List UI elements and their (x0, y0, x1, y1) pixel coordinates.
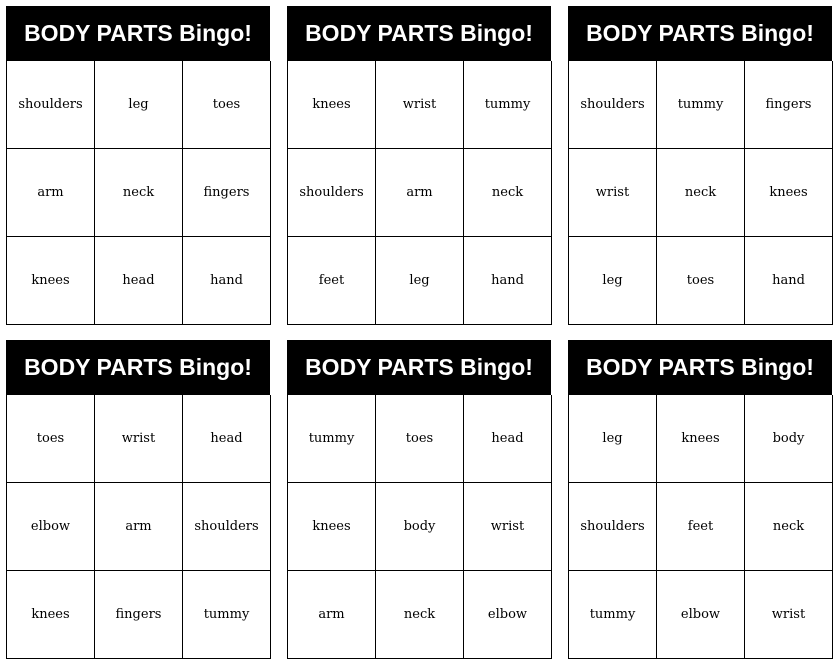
bingo-cell: body (745, 395, 833, 483)
bingo-cell: knees (657, 395, 745, 483)
bingo-cell: fingers (95, 571, 183, 659)
bingo-card-1 (6, 6, 270, 325)
bingo-cell: knees (7, 571, 95, 659)
bingo-cell: leg (569, 237, 657, 325)
bingo-card-2 (287, 6, 551, 325)
bingo-cell: hand (745, 237, 833, 325)
bingo-cell: knees (7, 237, 95, 325)
bingo-cell: knees (745, 149, 833, 237)
card-title: BODY PARTS Bingo! (568, 6, 832, 60)
bingo-cell: toes (376, 395, 464, 483)
card-title: BODY PARTS Bingo! (6, 340, 270, 394)
bingo-cell: wrist (376, 61, 464, 149)
bingo-cell: wrist (95, 395, 183, 483)
bingo-cell: neck (745, 483, 833, 571)
bingo-cell: neck (95, 149, 183, 237)
bingo-grid (6, 394, 270, 659)
bingo-cell: shoulders (183, 483, 271, 571)
bingo-cell: tummy (288, 395, 376, 483)
bingo-cell: leg (95, 61, 183, 149)
bingo-cell: wrist (745, 571, 833, 659)
bingo-cell: neck (657, 149, 745, 237)
bingo-cell: head (95, 237, 183, 325)
card-title: BODY PARTS Bingo! (568, 340, 832, 394)
bingo-card-5 (287, 340, 551, 659)
bingo-cell: tummy (657, 61, 745, 149)
bingo-cell: knees (288, 483, 376, 571)
bingo-cell: wrist (464, 483, 552, 571)
bingo-grid (568, 394, 832, 659)
bingo-cell: knees (288, 61, 376, 149)
bingo-cell: arm (7, 149, 95, 237)
card-title: BODY PARTS Bingo! (287, 6, 551, 60)
bingo-grid (287, 394, 551, 659)
bingo-cell: elbow (657, 571, 745, 659)
bingo-cell: elbow (464, 571, 552, 659)
bingo-cell: hand (464, 237, 552, 325)
bingo-cell: fingers (183, 149, 271, 237)
bingo-cell: shoulders (7, 61, 95, 149)
bingo-cell: arm (288, 571, 376, 659)
bingo-grid (568, 60, 832, 325)
bingo-cell: tummy (183, 571, 271, 659)
bingo-cell: tummy (464, 61, 552, 149)
bingo-cell: neck (376, 571, 464, 659)
bingo-cell: leg (569, 395, 657, 483)
bingo-cell: body (376, 483, 464, 571)
bingo-cell: neck (464, 149, 552, 237)
card-title: BODY PARTS Bingo! (287, 340, 551, 394)
bingo-cell: toes (183, 61, 271, 149)
bingo-cell: shoulders (569, 483, 657, 571)
bingo-card-6 (568, 340, 832, 659)
bingo-cell: arm (376, 149, 464, 237)
bingo-cell: feet (288, 237, 376, 325)
bingo-cell: elbow (7, 483, 95, 571)
bingo-cell: leg (376, 237, 464, 325)
bingo-cell: feet (657, 483, 745, 571)
bingo-cell: hand (183, 237, 271, 325)
bingo-card-3 (568, 6, 832, 325)
bingo-cell: toes (7, 395, 95, 483)
bingo-grid (6, 60, 270, 325)
bingo-cell: shoulders (288, 149, 376, 237)
bingo-grid (287, 60, 551, 325)
bingo-cell: head (183, 395, 271, 483)
bingo-cell: head (464, 395, 552, 483)
card-title: BODY PARTS Bingo! (6, 6, 270, 60)
bingo-cell: arm (95, 483, 183, 571)
bingo-cell: fingers (745, 61, 833, 149)
bingo-cell: wrist (569, 149, 657, 237)
bingo-cell: tummy (569, 571, 657, 659)
bingo-card-4 (6, 340, 270, 659)
bingo-cell: shoulders (569, 61, 657, 149)
bingo-cell: toes (657, 237, 745, 325)
